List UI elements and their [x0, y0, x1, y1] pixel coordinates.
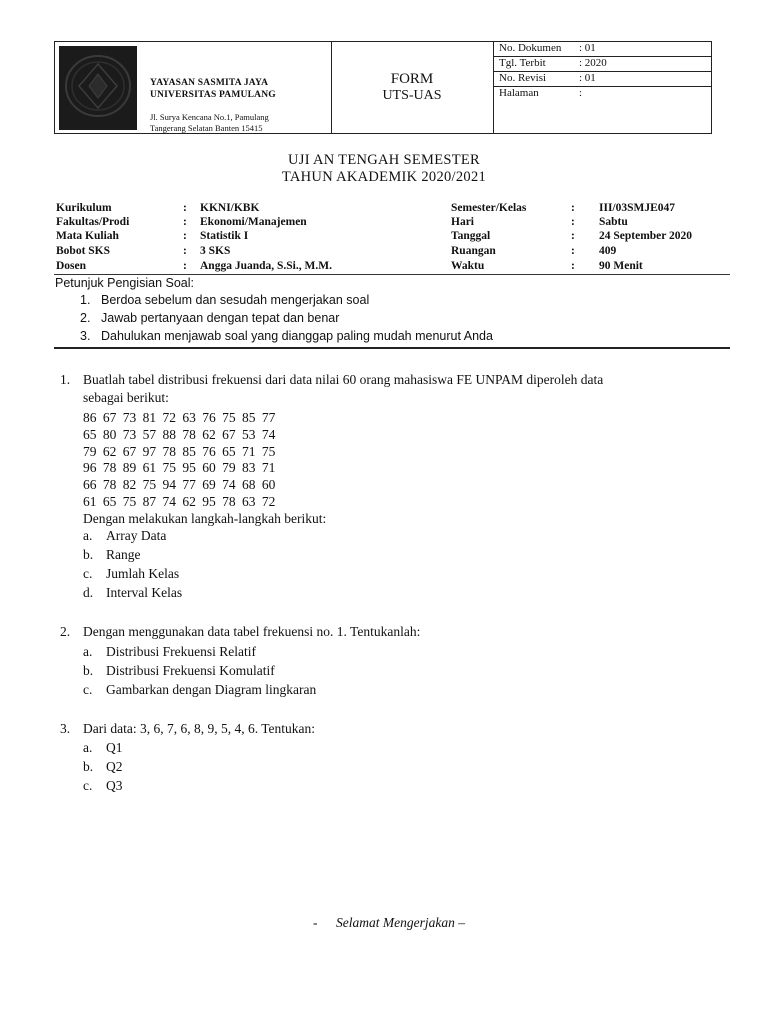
- form-title: FORM: [390, 71, 434, 87]
- address-line: Tangerang Selatan Banten 15415: [150, 123, 263, 133]
- info-sep: :: [571, 260, 575, 272]
- institution-name: YAYASAN SASMITA JAYA: [150, 78, 269, 88]
- meta-label: No. Dokumen: [499, 42, 562, 54]
- info-value: Sabtu: [599, 216, 628, 228]
- meta-row: [499, 87, 709, 101]
- info-sep: :: [183, 230, 187, 242]
- option-text: Interval Kelas: [106, 585, 183, 600]
- option-text: Array Data: [106, 528, 167, 543]
- option-letter: b.: [83, 547, 94, 562]
- info-label: Kurikulum: [56, 202, 112, 214]
- info-sep: :: [183, 202, 187, 214]
- meta-row: [499, 42, 709, 56]
- meta-value: : 01: [579, 72, 596, 84]
- option-text: Q2: [106, 759, 123, 774]
- instruction-text: Berdoa sebelum dan sesudah mengerjakan soal: [101, 293, 370, 307]
- meta-value: :: [579, 87, 583, 99]
- question-number: 2.: [60, 624, 71, 639]
- university-logo: [59, 46, 137, 130]
- info-value: 3 SKS: [200, 245, 231, 257]
- option-text: Gambarkan dengan Diagram lingkaran: [106, 682, 317, 697]
- option-text: Q1: [106, 740, 123, 755]
- instruction-number: 1.: [80, 293, 91, 307]
- option-text: Distribusi Frekuensi Komulatif: [106, 663, 275, 678]
- option-letter: a.: [83, 528, 93, 543]
- closing-message: Selamat Mengerjakan –: [336, 915, 465, 930]
- info-value: 90 Menit: [599, 260, 643, 272]
- divider: [54, 274, 730, 275]
- form-subtitle: UTS-UAS: [382, 88, 442, 103]
- data-row: 61 65 75 87 74 62 95 78 63 72: [83, 494, 276, 509]
- academic-year-title: TAHUN AKADEMIK 2020/2021: [281, 169, 487, 185]
- info-value: Ekonomi/Manajemen: [200, 216, 307, 228]
- info-sep: :: [571, 216, 575, 228]
- info-sep: :: [571, 202, 575, 214]
- info-sep: :: [183, 216, 187, 228]
- info-label: Mata Kuliah: [56, 230, 119, 242]
- info-sep: :: [183, 245, 187, 257]
- instructions-heading: Petunjuk Pengisian Soal:: [55, 276, 194, 290]
- info-value: III/03SMJE047: [599, 202, 676, 214]
- info-label: Semester/Kelas: [451, 202, 527, 214]
- info-label: Fakultas/Prodi: [56, 216, 130, 228]
- option-text: Q3: [106, 778, 123, 793]
- question-text: Dari data: 3, 6, 7, 6, 8, 9, 5, 4, 6. Tentukan:: [83, 721, 316, 736]
- option-text: Range: [106, 547, 141, 562]
- meta-value: : 2020: [579, 57, 607, 69]
- option-letter: a.: [83, 740, 93, 755]
- option-letter: c.: [83, 778, 93, 793]
- data-row: 66 78 82 75 94 77 69 74 68 60: [83, 477, 276, 492]
- option-letter: b.: [83, 663, 94, 678]
- option-letter: c.: [83, 682, 93, 697]
- data-row: 86 67 73 81 72 63 76 75 85 77: [83, 410, 276, 425]
- instruction-number: 3.: [80, 329, 91, 343]
- info-sep: :: [183, 260, 187, 272]
- option-text: Jumlah Kelas: [106, 566, 180, 581]
- question-followup: Dengan melakukan langkah-langkah berikut:: [83, 511, 327, 526]
- question-number: 3.: [60, 721, 71, 736]
- instruction-text: Dahulukan menjawab soal yang dianggap paling mudah menurut Anda: [101, 329, 493, 343]
- info-label: Tanggal: [451, 230, 491, 242]
- meta-label: Halaman: [499, 87, 539, 99]
- info-label: Bobot SKS: [56, 245, 111, 257]
- exam-title: UJI AN TENGAH SEMESTER: [287, 152, 481, 168]
- instruction-number: 2.: [80, 311, 91, 325]
- info-label: Waktu: [451, 260, 485, 272]
- divider: [54, 347, 730, 349]
- question-text: Dengan menggunakan data tabel frekuensi no. 1. Tentukanlah:: [83, 624, 421, 639]
- question-text: sebagai berikut:: [83, 390, 169, 405]
- option-letter: d.: [83, 585, 94, 600]
- footer-dash: -: [313, 915, 318, 930]
- option-letter: a.: [83, 644, 93, 659]
- data-row: 65 80 73 57 88 78 62 67 53 74: [83, 427, 276, 442]
- data-row: 79 62 67 97 78 85 76 65 71 75: [83, 444, 276, 459]
- meta-label: No. Revisi: [499, 72, 547, 84]
- meta-label: Tgl. Terbit: [499, 57, 546, 69]
- address-line: Jl. Surya Kencana No.1, Pamulang: [150, 112, 269, 122]
- meta-value: : 01: [579, 42, 596, 54]
- info-label: Ruangan: [451, 245, 496, 257]
- option-letter: c.: [83, 566, 93, 581]
- info-value: Angga Juanda, S.Si., M.M.: [200, 260, 332, 272]
- question-number: 1.: [60, 372, 71, 387]
- question-text: Buatlah tabel distribusi frekuensi dari data nilai 60 orang mahasiswa FE UNPAM diperoleh data: [83, 372, 604, 387]
- info-label: Hari: [451, 216, 474, 228]
- info-sep: :: [571, 230, 575, 242]
- info-value: 24 September 2020: [599, 230, 693, 242]
- info-label: Dosen: [56, 260, 87, 272]
- info-value: 409: [599, 245, 617, 257]
- meta-row: [499, 57, 709, 71]
- meta-row: [499, 72, 709, 86]
- info-value: Statistik I: [200, 230, 249, 242]
- info-value: KKNI/KBK: [200, 202, 260, 214]
- university-name: UNIVERSITAS PAMULANG: [150, 90, 276, 100]
- option-text: Distribusi Frekuensi Relatif: [106, 644, 256, 659]
- option-letter: b.: [83, 759, 94, 774]
- info-sep: :: [571, 245, 575, 257]
- data-row: 96 78 89 61 75 95 60 79 83 71: [83, 460, 276, 475]
- instruction-text: Jawab pertanyaan dengan tepat dan benar: [101, 311, 340, 325]
